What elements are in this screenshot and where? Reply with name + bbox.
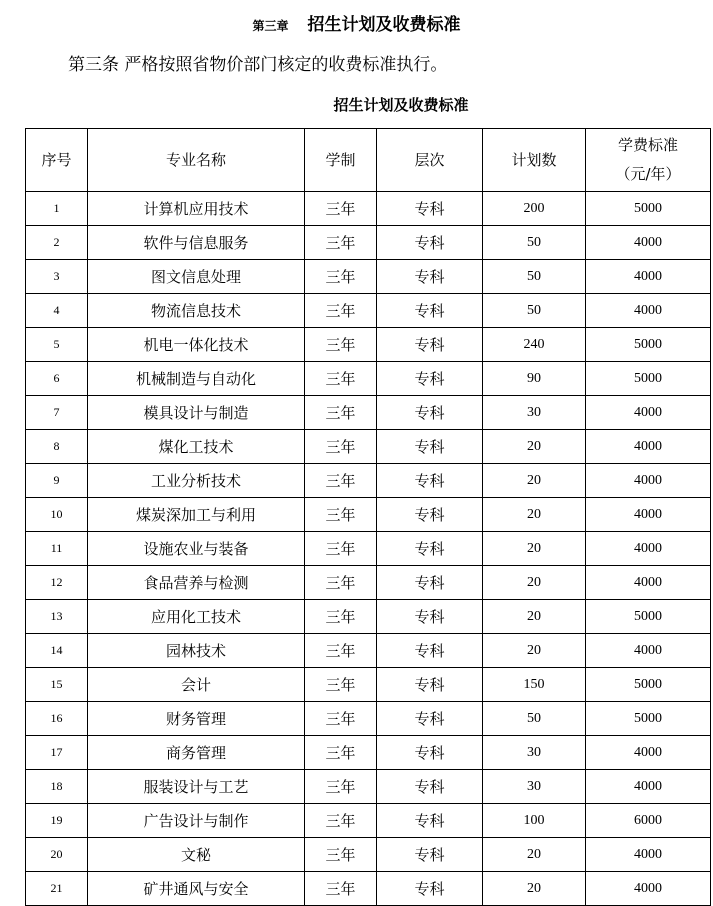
cell-major-name: 食品营养与检测 <box>88 566 305 600</box>
chapter-heading <box>0 10 713 35</box>
cell-duration: 三年 <box>305 804 377 838</box>
cell-tuition: 4000 <box>586 736 711 770</box>
cell-level: 专科 <box>377 600 483 634</box>
table-row <box>26 634 711 668</box>
header-major-name: 专业名称 <box>88 129 305 192</box>
cell-major-name: 机械制造与自动化 <box>88 362 305 396</box>
cell-duration: 三年 <box>305 464 377 498</box>
cell-tuition: 5000 <box>586 328 711 362</box>
table-row <box>26 532 711 566</box>
cell-tuition: 4000 <box>586 396 711 430</box>
cell-duration: 三年 <box>305 838 377 872</box>
cell-serial: 9 <box>26 464 88 498</box>
cell-level: 专科 <box>377 260 483 294</box>
table-row <box>26 260 711 294</box>
table-row <box>26 396 711 430</box>
cell-serial: 15 <box>26 668 88 702</box>
table-row <box>26 736 711 770</box>
table-body <box>26 192 711 906</box>
cell-plan-count: 200 <box>483 192 586 226</box>
table-row <box>26 498 711 532</box>
cell-plan-count: 20 <box>483 532 586 566</box>
cell-plan-count: 20 <box>483 498 586 532</box>
cell-plan-count: 50 <box>483 226 586 260</box>
cell-major-name: 设施农业与装备 <box>88 532 305 566</box>
cell-level: 专科 <box>377 226 483 260</box>
table-row <box>26 872 711 906</box>
cell-serial: 1 <box>26 192 88 226</box>
cell-serial: 13 <box>26 600 88 634</box>
table-row <box>26 294 711 328</box>
cell-tuition: 4000 <box>586 260 711 294</box>
cell-duration: 三年 <box>305 328 377 362</box>
cell-plan-count: 20 <box>483 430 586 464</box>
table-row <box>26 464 711 498</box>
cell-serial: 5 <box>26 328 88 362</box>
cell-level: 专科 <box>377 838 483 872</box>
cell-plan-count: 90 <box>483 362 586 396</box>
cell-level: 专科 <box>377 328 483 362</box>
header-serial: 序号 <box>26 129 88 192</box>
table-row <box>26 702 711 736</box>
cell-tuition: 4000 <box>586 464 711 498</box>
cell-level: 专科 <box>377 532 483 566</box>
cell-tuition: 4000 <box>586 634 711 668</box>
cell-tuition: 4000 <box>586 566 711 600</box>
cell-duration: 三年 <box>305 702 377 736</box>
cell-plan-count: 50 <box>483 260 586 294</box>
cell-level: 专科 <box>377 498 483 532</box>
cell-plan-count: 20 <box>483 634 586 668</box>
cell-major-name: 矿井通风与安全 <box>88 872 305 906</box>
cell-serial: 21 <box>26 872 88 906</box>
cell-tuition: 4000 <box>586 770 711 804</box>
cell-major-name: 会计 <box>88 668 305 702</box>
cell-tuition: 4000 <box>586 430 711 464</box>
cell-major-name: 应用化工技术 <box>88 600 305 634</box>
cell-tuition: 5000 <box>586 362 711 396</box>
table-row <box>26 430 711 464</box>
cell-plan-count: 20 <box>483 838 586 872</box>
cell-level: 专科 <box>377 736 483 770</box>
cell-level: 专科 <box>377 294 483 328</box>
cell-tuition: 5000 <box>586 192 711 226</box>
cell-serial: 14 <box>26 634 88 668</box>
header-duration: 学制 <box>305 129 377 192</box>
cell-duration: 三年 <box>305 634 377 668</box>
cell-duration: 三年 <box>305 872 377 906</box>
cell-duration: 三年 <box>305 260 377 294</box>
table-row <box>26 362 711 396</box>
header-tuition <box>586 129 711 192</box>
cell-major-name: 服装设计与工艺 <box>88 770 305 804</box>
table-row <box>26 770 711 804</box>
cell-level: 专科 <box>377 702 483 736</box>
cell-major-name: 机电一体化技术 <box>88 328 305 362</box>
cell-duration: 三年 <box>305 430 377 464</box>
cell-plan-count: 50 <box>483 294 586 328</box>
table-title: 招生计划及收费标准 <box>333 96 469 114</box>
cell-major-name: 煤炭深加工与利用 <box>88 498 305 532</box>
chapter-number: 第三章 <box>252 19 289 33</box>
cell-duration: 三年 <box>305 226 377 260</box>
cell-level: 专科 <box>377 872 483 906</box>
cell-major-name: 模具设计与制造 <box>88 396 305 430</box>
cell-duration: 三年 <box>305 770 377 804</box>
cell-tuition: 5000 <box>586 668 711 702</box>
cell-serial: 16 <box>26 702 88 736</box>
cell-major-name: 物流信息技术 <box>88 294 305 328</box>
cell-plan-count: 100 <box>483 804 586 838</box>
cell-plan-count: 20 <box>483 600 586 634</box>
cell-serial: 12 <box>26 566 88 600</box>
cell-major-name: 商务管理 <box>88 736 305 770</box>
cell-major-name: 软件与信息服务 <box>88 226 305 260</box>
table-row <box>26 328 711 362</box>
cell-serial: 3 <box>26 260 88 294</box>
cell-level: 专科 <box>377 668 483 702</box>
header-level: 层次 <box>377 129 483 192</box>
cell-serial: 20 <box>26 838 88 872</box>
table-row <box>26 226 711 260</box>
cell-level: 专科 <box>377 396 483 430</box>
cell-level: 专科 <box>377 192 483 226</box>
cell-major-name: 煤化工技术 <box>88 430 305 464</box>
table-header-row <box>26 129 711 192</box>
cell-level: 专科 <box>377 770 483 804</box>
cell-major-name: 财务管理 <box>88 702 305 736</box>
cell-major-name: 工业分析技术 <box>88 464 305 498</box>
cell-serial: 11 <box>26 532 88 566</box>
cell-tuition: 4000 <box>586 872 711 906</box>
cell-level: 专科 <box>377 430 483 464</box>
cell-tuition: 5000 <box>586 600 711 634</box>
cell-level: 专科 <box>377 634 483 668</box>
cell-serial: 4 <box>26 294 88 328</box>
cell-level: 专科 <box>377 362 483 396</box>
cell-duration: 三年 <box>305 736 377 770</box>
cell-plan-count: 20 <box>483 464 586 498</box>
cell-level: 专科 <box>377 566 483 600</box>
cell-major-name: 计算机应用技术 <box>88 192 305 226</box>
cell-serial: 8 <box>26 430 88 464</box>
table-row <box>26 600 711 634</box>
article-paragraph: 第三条 严格按照省物价部门核定的收费标准执行。 <box>68 55 448 75</box>
cell-tuition: 6000 <box>586 804 711 838</box>
cell-plan-count: 150 <box>483 668 586 702</box>
cell-tuition: 4000 <box>586 294 711 328</box>
cell-duration: 三年 <box>305 396 377 430</box>
cell-tuition: 5000 <box>586 702 711 736</box>
cell-serial: 6 <box>26 362 88 396</box>
cell-serial: 7 <box>26 396 88 430</box>
cell-plan-count: 20 <box>483 872 586 906</box>
cell-duration: 三年 <box>305 498 377 532</box>
table-row <box>26 838 711 872</box>
cell-plan-count: 240 <box>483 328 586 362</box>
header-plan-count: 计划数 <box>483 129 586 192</box>
enrollment-fee-table <box>25 128 711 906</box>
cell-serial: 18 <box>26 770 88 804</box>
cell-major-name: 园林技术 <box>88 634 305 668</box>
cell-duration: 三年 <box>305 532 377 566</box>
cell-plan-count: 30 <box>483 770 586 804</box>
cell-plan-count: 30 <box>483 396 586 430</box>
header-tuition-label: 学费标准 <box>617 136 678 154</box>
cell-major-name: 图文信息处理 <box>88 260 305 294</box>
cell-major-name: 广告设计与制作 <box>88 804 305 838</box>
cell-duration: 三年 <box>305 668 377 702</box>
cell-duration: 三年 <box>305 362 377 396</box>
cell-serial: 10 <box>26 498 88 532</box>
cell-duration: 三年 <box>305 294 377 328</box>
chapter-title: 招生计划及收费标准 <box>307 15 461 35</box>
header-tuition-unit: （元/年） <box>615 165 681 183</box>
cell-duration: 三年 <box>305 600 377 634</box>
cell-plan-count: 30 <box>483 736 586 770</box>
table-row <box>26 192 711 226</box>
cell-duration: 三年 <box>305 566 377 600</box>
cell-tuition: 4000 <box>586 838 711 872</box>
cell-tuition: 4000 <box>586 498 711 532</box>
cell-tuition: 4000 <box>586 532 711 566</box>
cell-serial: 2 <box>26 226 88 260</box>
cell-serial: 19 <box>26 804 88 838</box>
table-row <box>26 566 711 600</box>
cell-duration: 三年 <box>305 192 377 226</box>
cell-serial: 17 <box>26 736 88 770</box>
cell-major-name: 文秘 <box>88 838 305 872</box>
cell-plan-count: 20 <box>483 566 586 600</box>
cell-tuition: 4000 <box>586 226 711 260</box>
table-row <box>26 668 711 702</box>
cell-level: 专科 <box>377 804 483 838</box>
cell-level: 专科 <box>377 464 483 498</box>
table-row <box>26 804 711 838</box>
cell-plan-count: 50 <box>483 702 586 736</box>
